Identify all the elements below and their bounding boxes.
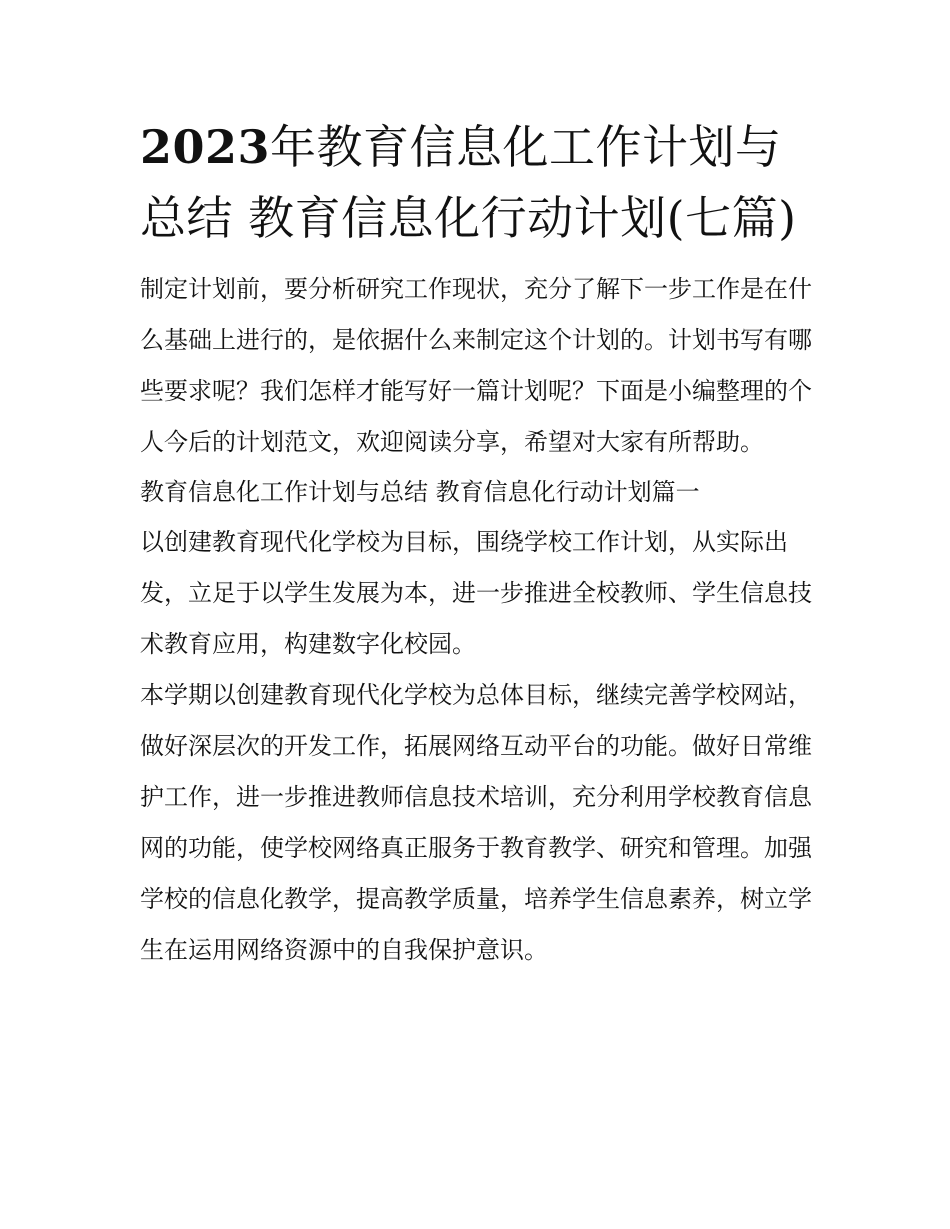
title-year: 2023	[140, 120, 271, 174]
title-text: 年教育信息化工作计划与总结 教育信息化行动计划(七篇)	[140, 120, 797, 245]
section-heading: 教育信息化工作计划与总结 教育信息化行动计划篇一	[140, 478, 700, 506]
intro-paragraph: 制定计划前，要分析研究工作现状，充分了解下一步工作是在什么基础上进行的，是依据什么来制定这个计划的。计划书写有哪些要求呢？我们怎样才能写好一篇计划呢？下面是小编整理的个人今后的计划范文，欢迎阅读分享，希望对大家有所帮助。	[140, 275, 812, 456]
document-title	[140, 112, 812, 254]
body-paragraph-plan: 本学期以创建教育现代化学校为总体目标，继续完善学校网站，做好深层次的开发工作，拓展网络互动平台的功能。做好日常维护工作，进一步推进教师信息技术培训，充分利用学校教育信息网的功能，使学校网络真正服务于教育教学、研究和管理。加强学校的信息化教学，提高教学质量，培养学生信息素养，树立学生在运用网络资源中的自我保护意识。	[140, 681, 812, 964]
document-page	[140, 112, 812, 976]
body-paragraph-goal: 以创建教育现代化学校为目标，围绕学校工作计划，从实际出发，立足于以学生发展为本，进一步推进全校教师、学生信息技术教育应用，构建数字化校园。	[140, 528, 812, 658]
